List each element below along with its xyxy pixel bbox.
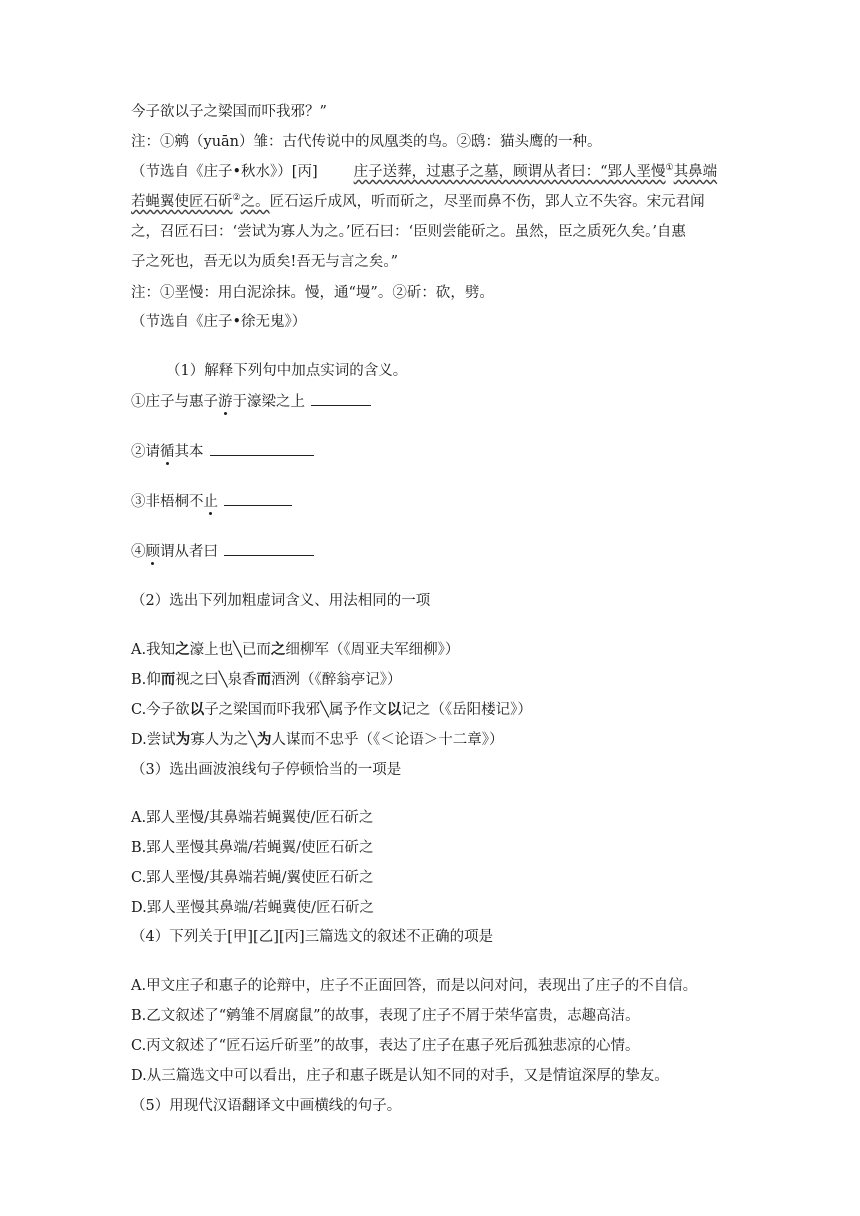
- bold-word: 以: [189, 701, 205, 718]
- passage-line: [131, 162, 717, 182]
- option-c[interactable]: C.郢人垩慢/其鼻端若蝇/翼使匠石斫之: [131, 870, 374, 886]
- emphasis-dot: 游: [218, 394, 233, 410]
- bold-word: 而: [160, 671, 176, 688]
- emphasis-dot: 止: [203, 494, 218, 510]
- passage-line: 今子欲以子之梁国而吓我邪？”: [131, 104, 327, 120]
- option-b[interactable]: B.仰而视之曰╲泉香而酒洌（《醉翁亭记》）: [131, 671, 402, 688]
- question-title: （3）选出画波浪线句子停顿恰当的一项是: [131, 762, 402, 778]
- footnote-mark: ①: [665, 163, 674, 174]
- q1-item: ④顾谓从者曰: [131, 541, 314, 561]
- passage-source: （节选自《庄子•徐无鬼》）: [131, 314, 307, 330]
- answer-blank[interactable]: [224, 491, 292, 506]
- option-b[interactable]: B.乙文叙述了“鹓雏不屑腐鼠”的故事，表现了庄子不屑于荣华富贵，志趣高洁。: [131, 1008, 640, 1024]
- q1-item: ③非梧桐不止: [131, 491, 292, 511]
- option-d[interactable]: D.郢人垩慢其鼻端/若蝇冀使/匠石斫之: [131, 900, 374, 916]
- option-b[interactable]: B.郢人垩慢其鼻端/若蝇翼/使匠石斫之: [131, 840, 374, 856]
- footnote-mark: ②: [232, 193, 241, 204]
- bold-word: 为: [256, 731, 272, 748]
- question-title: （4）下列关于[甲][乙][丙]三篇选文的叙述不正确的项是: [131, 929, 494, 945]
- option-c[interactable]: C.今子欲以子之梁国而吓我邪╲属予作文以记之（《岳阳楼记》）: [131, 701, 532, 718]
- question-title: （1）解释下列句中加点实词的含义。: [166, 363, 408, 379]
- q1-item: ①庄子与惠子游于濠梁之上: [131, 391, 371, 411]
- wavy-sentence: 庄子送葬，过惠子之墓，顾谓从者曰：“郢人垩慢: [353, 164, 666, 180]
- question-title: （2）选出下列加粗虚词含义、用法相同的一项: [131, 593, 431, 609]
- option-c[interactable]: C.丙文叙述了“匠石运斤斫垩”的故事，表达了庄子在惠子死后孤独悲凉的心情。: [131, 1038, 640, 1054]
- bold-word: 之: [175, 641, 190, 658]
- answer-blank[interactable]: [311, 391, 371, 406]
- passage-line: 子之死也，吾无以为质矣!吾无与言之矣。”: [131, 254, 398, 270]
- question-title: （5）用现代汉语翻译文中画横线的句子。: [131, 1098, 402, 1114]
- q1-item: ②请循其本: [131, 441, 314, 461]
- emphasis-dot: 循: [160, 444, 175, 460]
- emphasis-dot: 顾: [145, 544, 160, 560]
- answer-blank[interactable]: [224, 541, 314, 556]
- answer-blank[interactable]: [210, 441, 314, 456]
- option-a[interactable]: A.郢人垩慢/其鼻端若蝇翼使/匠石斫之: [131, 810, 374, 826]
- option-d[interactable]: D.尝试为寡人为之╲为人谋而不忠乎（《＜论语＞十二章》）: [131, 731, 504, 748]
- passage-line: 之，召匠石曰：‘尝试为寡人为之。’匠石曰：‘臣则尝能斫之。虽然，臣之质死久矣。’自惠: [131, 224, 686, 240]
- wavy-sentence: 其鼻端: [673, 164, 718, 180]
- wavy-sentence: 之。: [240, 194, 270, 210]
- option-a[interactable]: A.甲文庄子和惠子的论辩中，庄子不正面回答，而是以问对问，表现出了庄子的不自信。: [131, 978, 698, 994]
- passage-line: [131, 192, 705, 212]
- bold-word: 为: [175, 731, 191, 748]
- bold-word: 而: [256, 671, 271, 688]
- passage-note: 注：①鹓（yuān）雏：古代传说中的凤凰类的鸟。②鸱：猫头鹰的一种。: [131, 134, 602, 150]
- source-label: （节选自《庄子•秋水》）[丙]: [131, 164, 318, 180]
- option-d[interactable]: D.从三篇选文中可以看出，庄子和惠子既是认知不同的对手，又是情谊深厚的挚友。: [131, 1068, 669, 1084]
- bold-word: 之: [270, 641, 286, 658]
- passage-note: 注：①垩慢：用白泥涂抹。慢，通“墁”。②斫：砍，劈。: [131, 285, 494, 301]
- bold-word: 以: [386, 701, 402, 718]
- option-a[interactable]: A.我知之濠上也╲已而之细柳军（《周亚夫军细柳》）: [131, 641, 460, 658]
- passage-text: 匠石运斤成风，听而斫之，尽垩而鼻不伤，郢人立不失容。宋元君闻: [269, 194, 705, 210]
- wavy-sentence: 若蝇翼使匠石斫: [131, 194, 233, 210]
